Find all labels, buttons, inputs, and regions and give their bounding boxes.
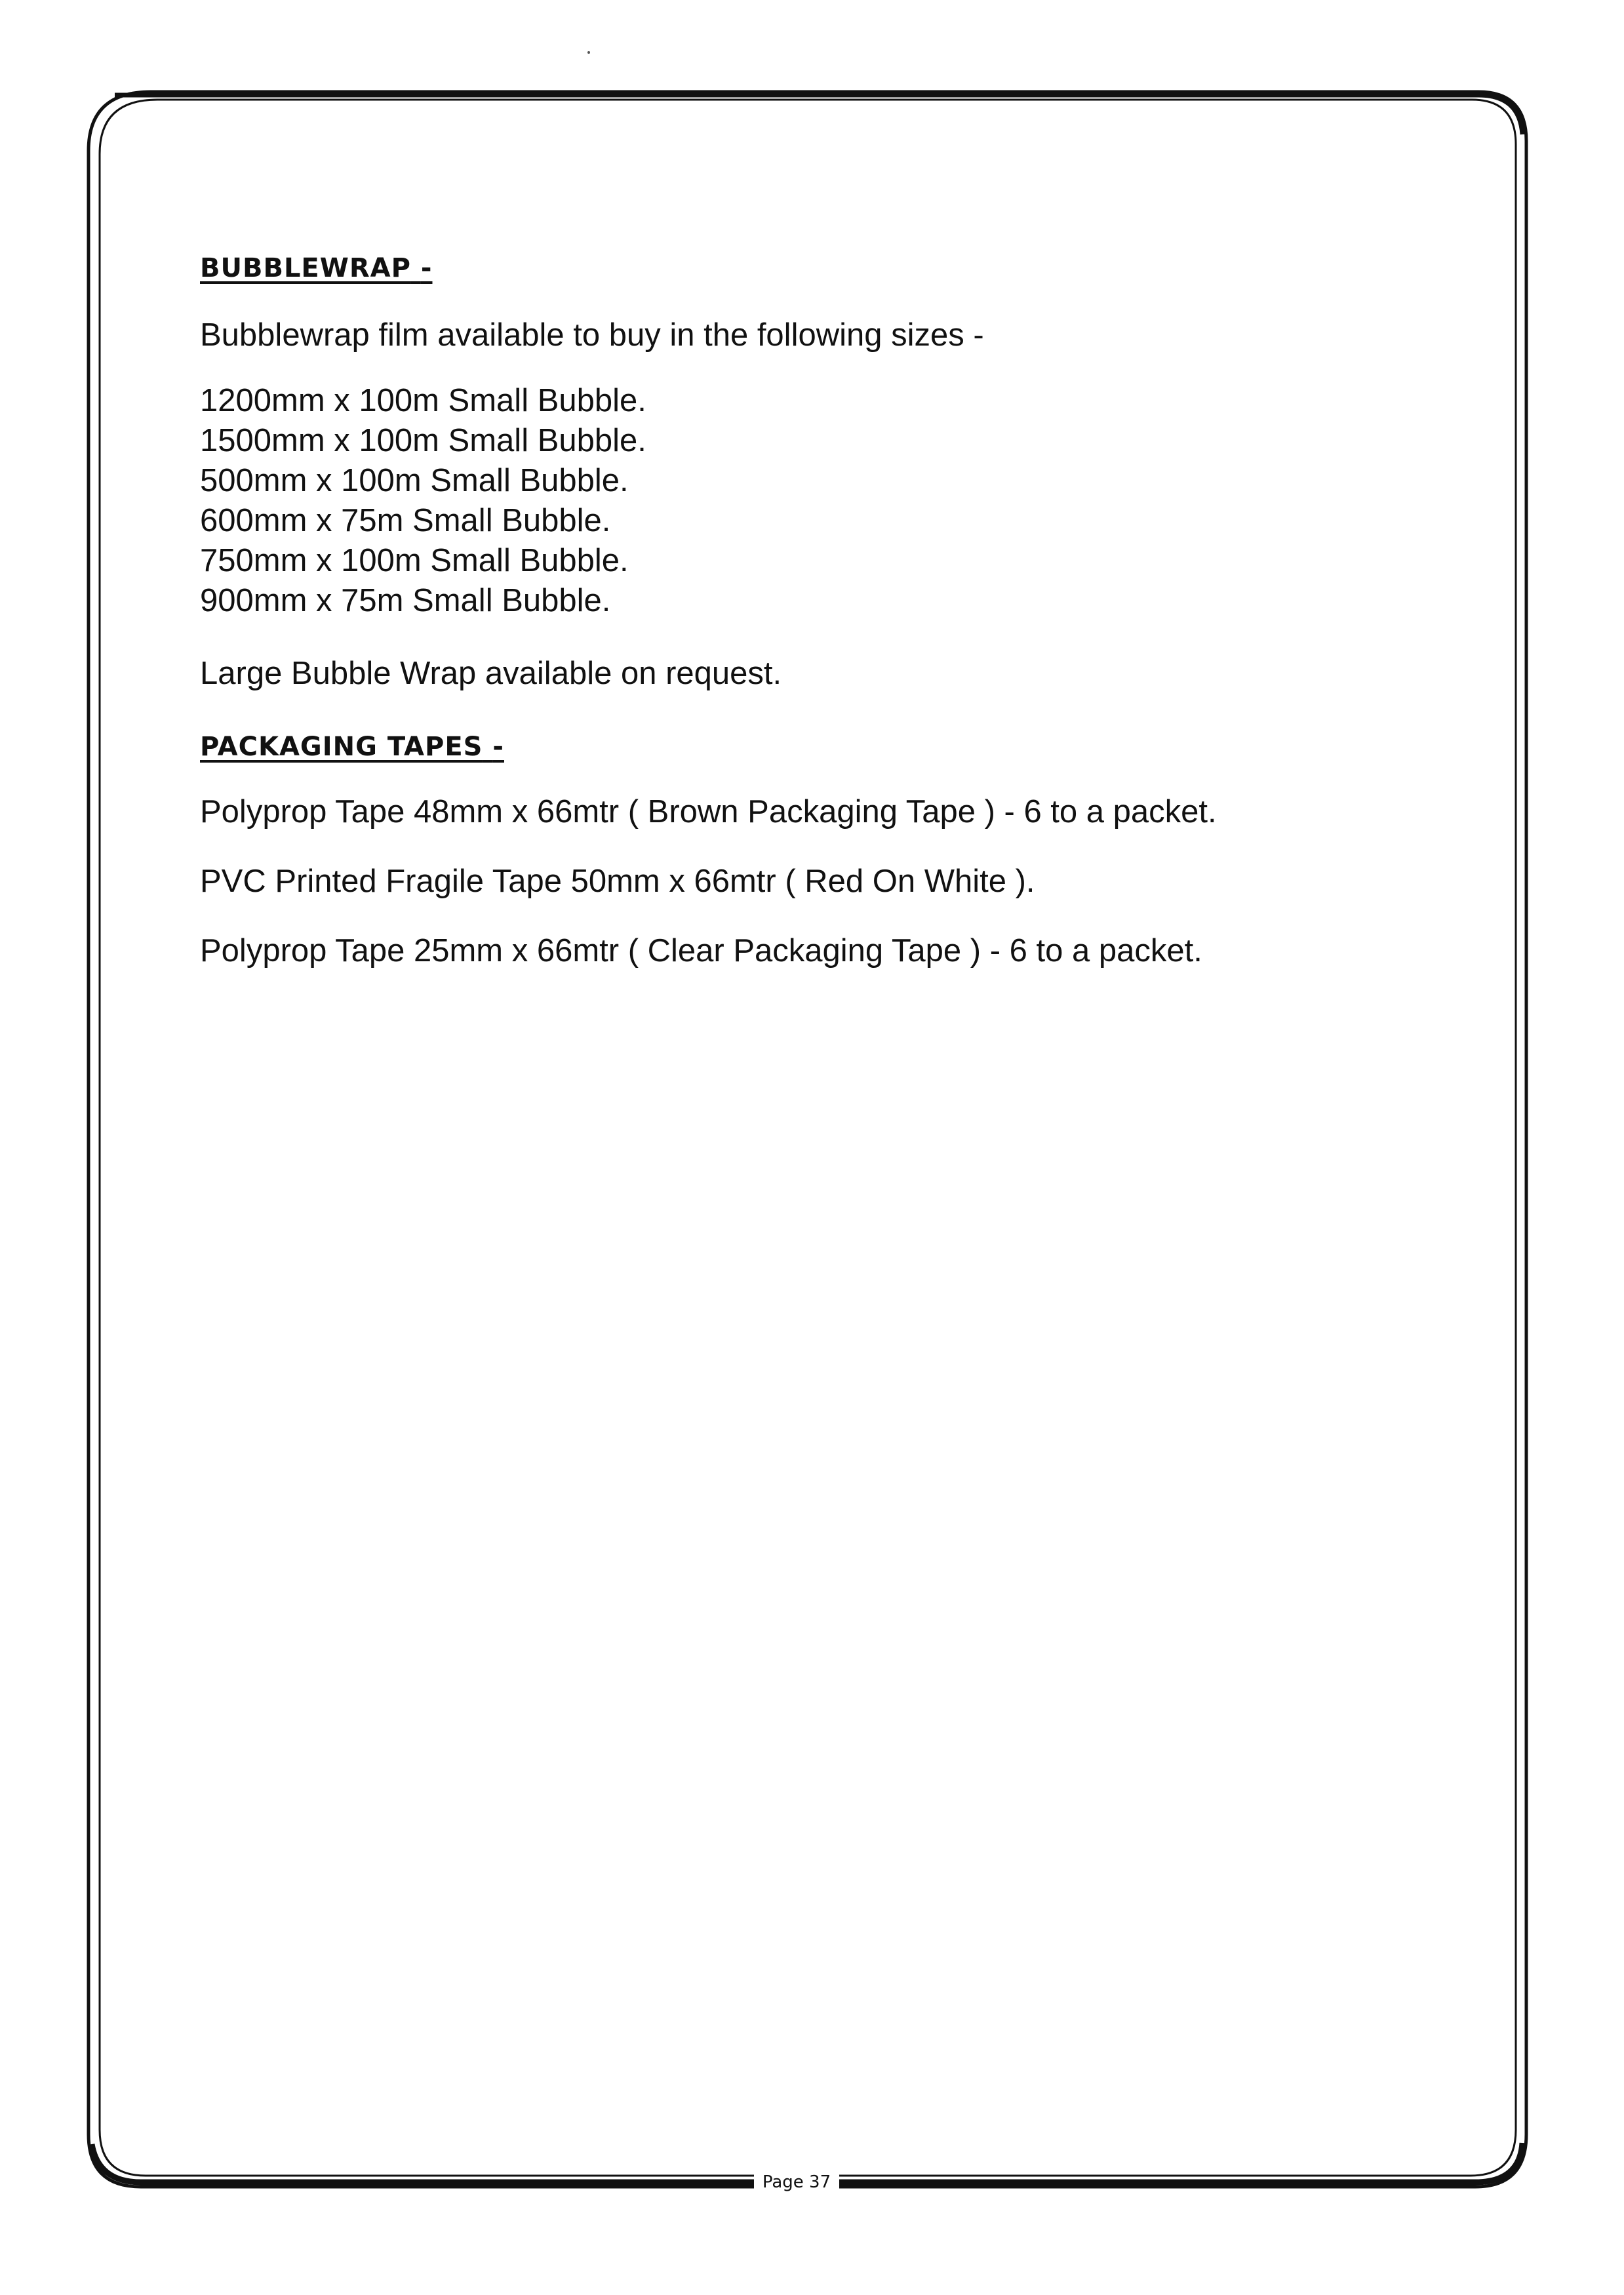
bubblewrap-heading-dash: -	[420, 253, 433, 283]
size-item: 900mm x 75m Small Bubble.	[200, 583, 611, 618]
tape-item: Polyprop Tape 48mm x 66mtr ( Brown Packaging Tape ) - 6 to a packet.	[200, 794, 1217, 829]
packaging-tapes-heading-dash: -	[492, 732, 504, 762]
bubblewrap-note: Large Bubble Wrap available on request.	[200, 656, 782, 691]
bubblewrap-heading	[200, 252, 1478, 284]
page-number: Page 37	[754, 2169, 839, 2195]
bubblewrap-heading-text: BUBBLEWRAP	[200, 253, 411, 283]
bubblewrap-size-list	[200, 381, 1478, 621]
size-item: 750mm x 100m Small Bubble.	[200, 543, 629, 578]
packaging-tapes-heading	[200, 731, 1478, 763]
tape-item: Polyprop Tape 25mm x 66mtr ( Clear Packaging Tape ) - 6 to a packet.	[200, 933, 1202, 968]
bubblewrap-intro: Bubblewrap film available to buy in the following sizes -	[200, 317, 984, 353]
size-item: 1500mm x 100m Small Bubble.	[200, 423, 646, 458]
page-content	[200, 252, 1478, 970]
size-item: 500mm x 100m Small Bubble.	[200, 463, 629, 498]
tape-item: PVC Printed Fragile Tape 50mm x 66mtr ( Red On White ).	[200, 864, 1035, 899]
size-item: 600mm x 75m Small Bubble.	[200, 503, 611, 538]
size-item: 1200mm x 100m Small Bubble.	[200, 383, 646, 418]
packaging-tapes-heading-text: PACKAGING TAPES	[200, 732, 483, 762]
